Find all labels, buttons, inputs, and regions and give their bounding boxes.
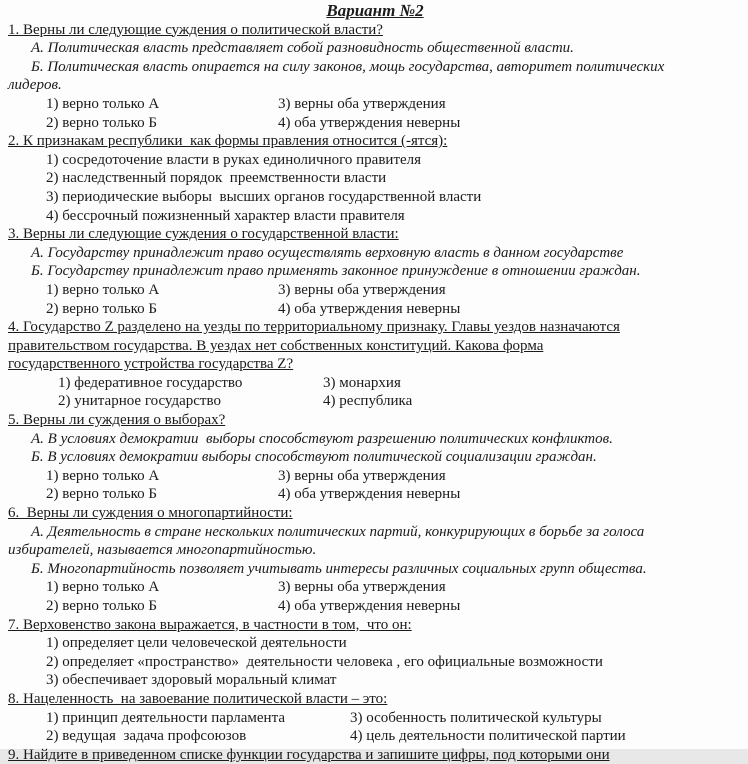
- answer-option: 3) верны оба утверждения: [278, 95, 446, 112]
- question-5: [8, 411, 742, 504]
- answer-option: 2) унитарное государство: [58, 393, 221, 410]
- answer-option: 2) верно только Б: [46, 114, 158, 131]
- answer-option: 3) особенность политической культуры: [350, 709, 602, 726]
- answer-option: 2) наследственный порядок преемственности власти: [46, 170, 387, 187]
- question-5-header: 5. Верны ли суждения о выборах?: [8, 412, 226, 429]
- question-1-header: 1. Верны ли следующие суждения о политической власти?: [8, 21, 383, 38]
- question-6-statement-b: Б. Многопартийность позволяет учитывать интересы различных социальных групп общества.: [31, 560, 647, 577]
- answer-option: 3) верны оба утверждения: [278, 467, 446, 484]
- question-1: [8, 21, 742, 133]
- question-5-statement-a: А. В условиях демократии выборы способствуют разрешению политических конфликтов.: [31, 430, 613, 447]
- answer-option: 3) обеспечивает здоровый моральный климат: [46, 672, 337, 689]
- question-1-options-row-2: [8, 114, 742, 133]
- question-1-statement-b-line-2: лидеров.: [8, 77, 62, 94]
- question-8-options-row-2: [8, 727, 742, 746]
- question-1-statement-b-line-1: Б. Политическая власть опирается на силу законов, мощь государства, авторитет политических: [31, 58, 665, 75]
- answer-option: 4) оба утверждения неверны: [278, 486, 461, 503]
- answer-option: 1) принцип деятельности парламента: [46, 709, 285, 726]
- question-3: [8, 225, 742, 318]
- question-3-options-row-1: [8, 281, 742, 300]
- answer-option: 2) верно только Б: [46, 598, 158, 614]
- answer-option: 4) бессрочный пожизненный характер власти правителя: [46, 207, 405, 224]
- question-6-statement-a-line-1: А. Деятельность в стране нескольких политических партий, конкурирующих в борьбе за голоса: [31, 523, 645, 540]
- question-1-options-row-1: [8, 95, 742, 114]
- question-2: [8, 132, 742, 225]
- question-6-options-row-1: [8, 578, 742, 597]
- question-4-options-row-2: [8, 392, 742, 411]
- question-6-options-row-2: [8, 597, 742, 616]
- document-title: Вариант №2: [326, 1, 424, 20]
- answer-option: 2) ведущая задача профсоюзов: [46, 728, 247, 745]
- question-8: [8, 690, 742, 746]
- answer-option: 2) верно только Б: [46, 486, 158, 503]
- question-8-options-row-1: [8, 709, 742, 728]
- question-6: [8, 504, 742, 616]
- question-2-header: 2. К признакам республики как формы правления относится (-ятся):: [8, 133, 448, 150]
- question-8-header: 8. Нацеленность на завоевание политической власти – это:: [8, 690, 388, 707]
- answer-option: 4) цель деятельности политической партии: [350, 728, 626, 745]
- answer-option: 1) верно только А: [46, 281, 160, 298]
- question-1-statement-a: А. Политическая власть представляет собой разновидность общественной власти.: [31, 40, 574, 57]
- question-9-header: 9. Найдите в приведенном списке функции государства и запишите цифры, под которыми они: [8, 746, 610, 763]
- question-4-header-line-1: 4. Государство Z разделено на уезды по территориальному признаку. Главы уездов назначаются: [8, 319, 620, 336]
- answer-option: 3) верны оба утверждения: [278, 281, 446, 298]
- question-4-options-row-1: [8, 374, 742, 393]
- question-5-options-row-2: [8, 485, 742, 504]
- answer-option: 4) республика: [323, 393, 413, 410]
- answer-option: 3) монархия: [323, 374, 401, 391]
- question-3-statement-b: Б. Государству принадлежит право применять законное принуждение в отношении граждан.: [31, 263, 641, 280]
- answer-option: 3) верны оба утверждения: [278, 579, 446, 596]
- question-9: [8, 746, 742, 764]
- question-4-header-line-2: правительством государства. В уездах нет собственных конституций. Какова форма: [8, 337, 544, 354]
- answer-option: 4) оба утверждения неверны: [278, 300, 461, 317]
- question-3-header: 3. Верны ли следующие суждения о государственной власти:: [8, 226, 399, 243]
- answer-option: 4) оба утверждения неверны: [278, 598, 461, 614]
- answer-option: 1) верно только А: [46, 467, 160, 484]
- question-3-statement-a: А. Государству принадлежит право осуществлять верховную власть в данном государстве: [31, 244, 624, 261]
- question-6-header: 6. Верны ли суждения о многопартийности:: [8, 505, 293, 522]
- answer-option: 1) сосредоточение власти в руках единоличного правителя: [46, 151, 422, 168]
- question-7-header: 7. Верховенство закона выражается, в частности в том, что он:: [8, 616, 412, 633]
- question-7: [8, 616, 742, 690]
- question-5-statement-b: Б. В условиях демократии выборы способствуют политической социализации граждан.: [31, 449, 597, 466]
- question-6-statement-a-line-2: избирателей, называется многопартийностью.: [8, 542, 317, 559]
- question-4-header-line-3: государственного устройства государства Z?: [8, 356, 294, 373]
- answer-option: 2) определяет «пространство» деятельности человека , его официальные возможности: [46, 653, 603, 670]
- question-3-options-row-2: [8, 300, 742, 319]
- question-4: [8, 318, 742, 411]
- answer-option: 1) верно только А: [46, 579, 160, 596]
- answer-option: 1) определяет цели человеческой деятельности: [46, 635, 347, 652]
- answer-option: 3) периодические выборы высших органов государственной власти: [46, 188, 482, 205]
- answer-option: 1) федеративное государство: [58, 374, 243, 391]
- answer-option: 2) верно только Б: [46, 300, 158, 317]
- answer-option: 1) верно только А: [46, 95, 160, 112]
- question-5-options-row-1: [8, 467, 742, 486]
- answer-option: 4) оба утверждения неверны: [278, 114, 461, 131]
